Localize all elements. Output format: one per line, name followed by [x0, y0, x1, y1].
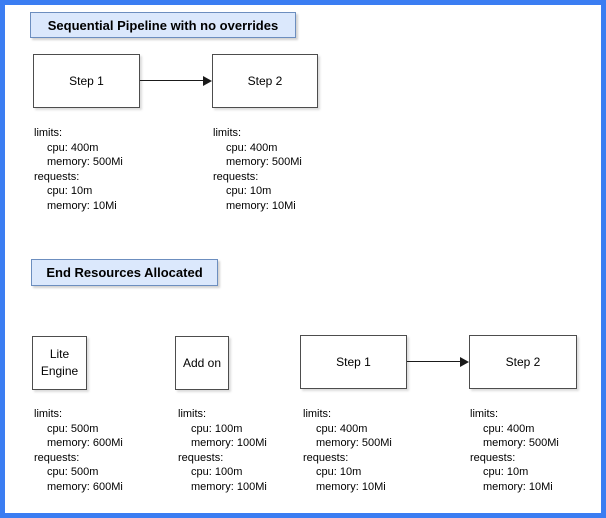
resource-line: memory: 10Mi — [316, 480, 386, 493]
resource-line: memory: 10Mi — [483, 480, 553, 493]
resource-block-lite-engine — [34, 407, 123, 494]
resource-line: memory: 600Mi — [47, 437, 123, 449]
resource-line: memory: 10Mi — [226, 199, 296, 212]
resource-line: memory: 500Mi — [483, 437, 559, 449]
resource-line: memory: 10Mi — [47, 199, 117, 212]
resource-line: cpu: 10m — [226, 185, 272, 197]
resource-line: memory: 100Mi — [191, 480, 267, 493]
resource-block-step-1 — [34, 126, 123, 213]
resource-block-add-on — [178, 407, 267, 494]
resource-line: requests: — [178, 451, 224, 464]
resource-line: limits: — [213, 127, 242, 139]
node-step-2 — [212, 54, 318, 108]
resource-line: memory: 100Mi — [191, 437, 267, 449]
node-lite-engine — [32, 336, 87, 390]
resource-line: cpu: 10m — [316, 466, 362, 478]
resource-line: requests: — [34, 170, 80, 183]
resource-line: limits: — [178, 408, 207, 420]
node-step-1 — [33, 54, 140, 108]
section-title-sequential-pipeline: Sequential Pipeline with no overrides — [30, 12, 296, 38]
resource-line: cpu: 500m — [47, 466, 99, 478]
resource-line: memory: 500Mi — [316, 437, 392, 449]
resource-line: cpu: 100m — [191, 422, 243, 435]
node-add-on — [175, 336, 229, 390]
node-step-1-final — [300, 335, 407, 389]
node-lite-engine-label: Lite Engine — [40, 347, 79, 378]
resource-line: cpu: 400m — [316, 422, 368, 435]
node-step-2-final-label: Step 2 — [505, 354, 541, 369]
resource-block-step-2 — [213, 126, 302, 213]
resource-line: memory: 500Mi — [47, 156, 123, 168]
resource-line: cpu: 100m — [191, 466, 243, 478]
resource-block-step-1-final — [303, 407, 392, 494]
arrow-step1-to-step2 — [140, 76, 212, 86]
node-add-on-label: Add on — [182, 355, 222, 370]
node-step-1-final-label: Step 1 — [336, 354, 371, 369]
resource-line: cpu: 500m — [47, 422, 99, 435]
resource-line: requests: — [34, 451, 80, 464]
resource-line: requests: — [213, 170, 259, 183]
resource-line: requests: — [470, 451, 516, 464]
resource-block-step-2-final — [470, 407, 559, 494]
section-title-end-resources-allocated: End Resources Allocated — [31, 259, 218, 286]
resource-line: cpu: 10m — [483, 466, 529, 478]
node-step-1-label: Step 1 — [69, 73, 104, 88]
resource-line: cpu: 10m — [47, 185, 93, 197]
arrow-step1-to-step2-final — [407, 357, 469, 367]
resource-line: limits: — [303, 408, 332, 420]
resource-line: memory: 500Mi — [226, 156, 302, 168]
resource-line: cpu: 400m — [483, 422, 535, 435]
resource-line: cpu: 400m — [47, 141, 99, 154]
resource-line: limits: — [34, 127, 63, 139]
resource-line: cpu: 400m — [226, 141, 278, 154]
resource-line: memory: 600Mi — [47, 480, 123, 493]
node-step-2-final — [469, 335, 577, 389]
resource-line: requests: — [303, 451, 349, 464]
node-step-2-label: Step 2 — [247, 73, 283, 88]
resource-line: limits: — [470, 408, 499, 420]
resource-line: limits: — [34, 408, 63, 420]
